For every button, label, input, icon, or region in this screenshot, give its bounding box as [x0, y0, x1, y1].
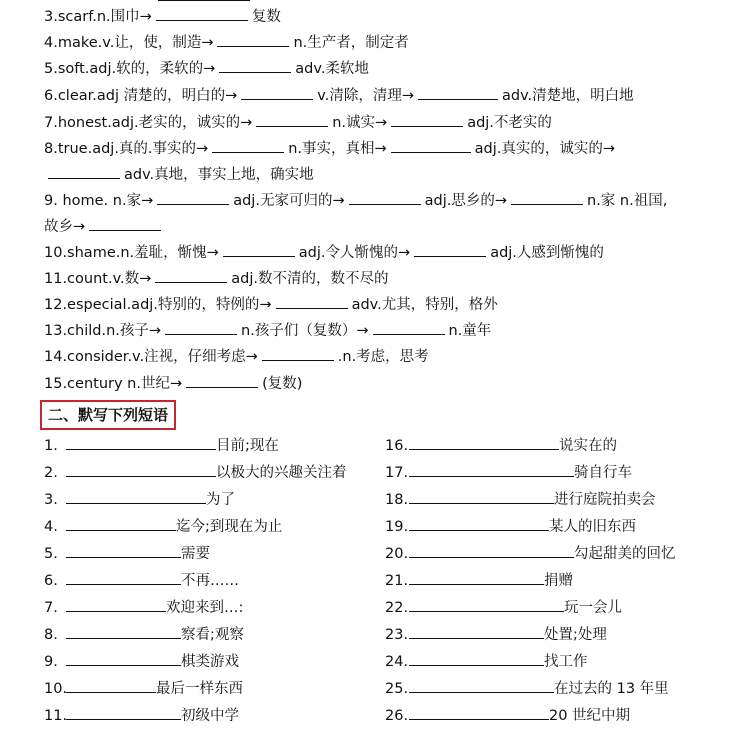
- vocab-line-v13: [44, 318, 731, 344]
- phrase-meaning: 迄今;到现在为止: [176, 519, 283, 535]
- answer-blank[interactable]: [391, 112, 463, 127]
- phrase-number: 20.: [385, 546, 409, 562]
- answer-blank[interactable]: [66, 460, 216, 477]
- answer-blank[interactable]: [66, 541, 181, 558]
- vocab-text: 12.especial.adj.特别的，特例的→: [44, 297, 272, 313]
- phrase-meaning: 在过去的 13 年里: [554, 681, 669, 697]
- vocab-line-v9b: [44, 214, 731, 240]
- phrase-item: [66, 676, 243, 702]
- vocab-text: 10.shame.n.羞耻，惭愧→: [44, 245, 219, 261]
- vocab-text: 复数: [251, 9, 281, 25]
- phrase-item: [409, 568, 573, 594]
- phrase-number: 4.: [44, 519, 58, 535]
- vocab-text: adj.令人惭愧的→: [298, 245, 411, 261]
- vocab-text: 11.count.v.数→: [44, 271, 152, 287]
- phrase-number: 25.: [385, 681, 409, 697]
- cut-off-blank: [158, 0, 250, 1]
- phrase-meaning: 说实在的: [559, 438, 617, 454]
- vocab-text: n.生产者，制定者: [293, 35, 409, 51]
- phrase-meaning: 捐赠: [544, 573, 573, 589]
- vocab-text: adj.人感到惭愧的: [490, 245, 604, 261]
- vocab-line-v15: [44, 371, 731, 397]
- answer-blank[interactable]: [409, 622, 544, 639]
- answer-blank[interactable]: [409, 703, 549, 720]
- phrase-meaning: 棋类游戏: [181, 654, 239, 670]
- phrase-meaning: 目前;现在: [216, 438, 279, 454]
- vocab-text: 6.clear.adj 清楚的，明白的→: [44, 88, 238, 104]
- vocab-text: 故乡→: [44, 219, 86, 235]
- phrase-number: 10.: [44, 681, 68, 697]
- answer-blank[interactable]: [66, 568, 181, 585]
- answer-blank[interactable]: [223, 242, 295, 257]
- answer-blank[interactable]: [66, 649, 181, 666]
- phrase-item: [66, 433, 279, 459]
- answer-blank[interactable]: [262, 346, 334, 361]
- answer-blank[interactable]: [155, 268, 227, 283]
- phrase-number: 1.: [44, 438, 58, 454]
- vocab-text: adj.思乡的→: [424, 193, 507, 209]
- answer-blank[interactable]: [66, 676, 156, 693]
- answer-blank[interactable]: [409, 487, 554, 504]
- answer-blank[interactable]: [241, 85, 313, 100]
- vocab-line-v6: [44, 83, 731, 109]
- phrase-number: 3.: [44, 492, 58, 508]
- phrase-item: [66, 649, 239, 675]
- vocab-text: n.家 n.祖国,: [587, 193, 668, 209]
- answer-blank[interactable]: [219, 58, 291, 73]
- phrase-meaning: 以极大的兴趣关注着: [216, 465, 347, 481]
- answer-blank[interactable]: [349, 190, 421, 205]
- vocab-line-v4: [44, 30, 731, 56]
- phrase-item: [66, 541, 210, 567]
- answer-blank[interactable]: [373, 320, 445, 335]
- phrase-number: 23.: [385, 627, 409, 643]
- vocab-text: 9. home. n.家→: [44, 193, 154, 209]
- phrase-item: [66, 703, 239, 729]
- vocab-text: adj.真实的，诚实的→: [474, 141, 616, 157]
- answer-blank[interactable]: [212, 138, 284, 153]
- answer-blank[interactable]: [89, 216, 161, 231]
- answer-blank[interactable]: [66, 487, 206, 504]
- phrase-item: [409, 703, 630, 729]
- vocab-text: 7.honest.adj.老实的，诚实的→: [44, 115, 253, 131]
- phrase-item: [409, 622, 607, 648]
- phrase-number: 6.: [44, 573, 58, 589]
- phrase-number: 19.: [385, 519, 409, 535]
- vocab-line-v14: [44, 344, 731, 370]
- phrase-number: 8.: [44, 627, 58, 643]
- phrase-meaning: 察看;观察: [181, 627, 244, 643]
- vocab-text: adj.无家可归的→: [233, 193, 345, 209]
- answer-blank[interactable]: [157, 190, 229, 205]
- vocab-line-v3: [44, 4, 731, 30]
- vocab-text: adv.真地，事实上地，确实地: [124, 167, 314, 183]
- vocab-text: (复数): [262, 376, 303, 392]
- phrase-item: [66, 514, 282, 540]
- phrase-meaning: 不再……: [181, 573, 239, 589]
- answer-blank[interactable]: [414, 242, 486, 257]
- answer-blank[interactable]: [409, 541, 574, 558]
- vocab-text: adv.柔软地: [295, 61, 369, 77]
- answer-blank[interactable]: [409, 514, 549, 531]
- vocab-line-v11: [44, 266, 731, 292]
- phrase-meaning: 某人的旧东西: [549, 519, 636, 535]
- phrase-number: 18.: [385, 492, 409, 508]
- answer-blank[interactable]: [165, 320, 237, 335]
- phrase-item: [409, 514, 636, 540]
- phrase-number: 17.: [385, 465, 409, 481]
- phrase-number: 24.: [385, 654, 409, 670]
- answer-blank[interactable]: [409, 595, 564, 612]
- answer-blank[interactable]: [276, 294, 348, 309]
- phrase-item: [409, 649, 588, 675]
- answer-blank[interactable]: [186, 373, 258, 388]
- phrase-number: 21.: [385, 573, 409, 589]
- phrase-number: 2.: [44, 465, 58, 481]
- vocab-text: 14.consider.v.注视，仔细考虑→: [44, 349, 258, 365]
- phrase-number: 9.: [44, 654, 58, 670]
- vocab-text: 3.scarf.n.围巾→: [44, 9, 152, 25]
- vocab-text: 8.true.adj.真的.事实的→: [44, 141, 209, 157]
- phrase-item: [66, 460, 347, 486]
- phrase-meaning: 处置;处理: [544, 627, 607, 643]
- vocab-text: adv.尤其，特别，格外: [351, 297, 498, 313]
- vocab-text: v.清除，清理→: [317, 88, 414, 104]
- vocab-text: 13.child.n.孩子→: [44, 323, 162, 339]
- phrase-meaning: 20 世纪中期: [549, 708, 631, 724]
- vocab-text: .n.考虑，思考: [337, 349, 429, 365]
- vocab-line-v8: [44, 136, 731, 162]
- answer-blank[interactable]: [48, 164, 120, 179]
- vocab-text: n.事实，真相→: [288, 141, 387, 157]
- answer-blank[interactable]: [66, 703, 181, 720]
- phrase-number: 26.: [385, 708, 409, 724]
- phrase-meaning: 为了: [206, 492, 235, 508]
- answer-blank[interactable]: [391, 138, 471, 153]
- answer-blank[interactable]: [156, 6, 248, 21]
- vocab-text: adv.清楚地，明白地: [501, 88, 634, 104]
- vocab-line-v12: [44, 292, 731, 318]
- answer-blank[interactable]: [66, 622, 181, 639]
- vocab-text: n.童年: [448, 323, 492, 339]
- vocab-text: 15.century n.世纪→: [44, 376, 183, 392]
- phrase-item: [66, 487, 235, 513]
- vocab-text: 4.make.v.让，使，制造→: [44, 35, 214, 51]
- phrase-meaning: 进行庭院拍卖会: [554, 492, 656, 508]
- phrase-meaning: 勾起甜美的回忆: [574, 546, 676, 562]
- vocab-line-v9: [44, 188, 731, 214]
- phrase-item: [66, 568, 239, 594]
- answer-blank[interactable]: [66, 433, 216, 450]
- answer-blank[interactable]: [256, 112, 328, 127]
- phrase-meaning: 需要: [181, 546, 210, 562]
- phrase-meaning: 玩一会儿: [564, 600, 622, 616]
- vocab-line-v8b: [44, 162, 731, 188]
- phrase-number: 16.: [385, 438, 409, 454]
- phrase-item: [409, 541, 676, 567]
- phrase-number: 11.: [44, 708, 68, 724]
- vocab-text: adj.数不清的，数不尽的: [231, 271, 389, 287]
- answer-blank[interactable]: [409, 460, 574, 477]
- phrase-meaning: 欢迎来到…:: [166, 600, 244, 616]
- answer-blank[interactable]: [66, 595, 166, 612]
- phrase-item: [409, 676, 669, 702]
- phrase-meaning: 初级中学: [181, 708, 239, 724]
- phrase-item: [66, 595, 243, 621]
- phrase-item: [66, 622, 244, 648]
- vocab-text: adj.不老实的: [467, 115, 552, 131]
- phrase-item: [409, 433, 617, 459]
- phrase-item: [409, 595, 622, 621]
- answer-blank[interactable]: [409, 568, 544, 585]
- phrase-number: 22.: [385, 600, 409, 616]
- answer-blank[interactable]: [217, 32, 289, 47]
- phrase-meaning: 骑自行车: [574, 465, 632, 481]
- vocab-line-v5: [44, 56, 731, 82]
- phrase-meaning: 找工作: [544, 654, 588, 670]
- answer-blank[interactable]: [418, 85, 498, 100]
- phrase-meaning: 最后一样东西: [156, 681, 243, 697]
- vocab-line-v10: [44, 240, 731, 266]
- answer-blank[interactable]: [409, 649, 544, 666]
- phrase-item: [409, 487, 656, 513]
- answer-blank[interactable]: [511, 190, 583, 205]
- vocab-line-v7: [44, 110, 731, 136]
- section-heading: 二、默写下列短语: [40, 400, 176, 430]
- answer-blank[interactable]: [66, 514, 176, 531]
- phrase-number: 5.: [44, 546, 58, 562]
- vocab-text: 5.soft.adj.软的，柔软的→: [44, 61, 216, 77]
- phrase-number: 7.: [44, 600, 58, 616]
- vocab-text: n.孩子们（复数）→: [241, 323, 369, 339]
- phrase-item: [409, 460, 632, 486]
- answer-blank[interactable]: [409, 433, 559, 450]
- vocab-text: n.诚实→: [332, 115, 388, 131]
- answer-blank[interactable]: [409, 676, 554, 693]
